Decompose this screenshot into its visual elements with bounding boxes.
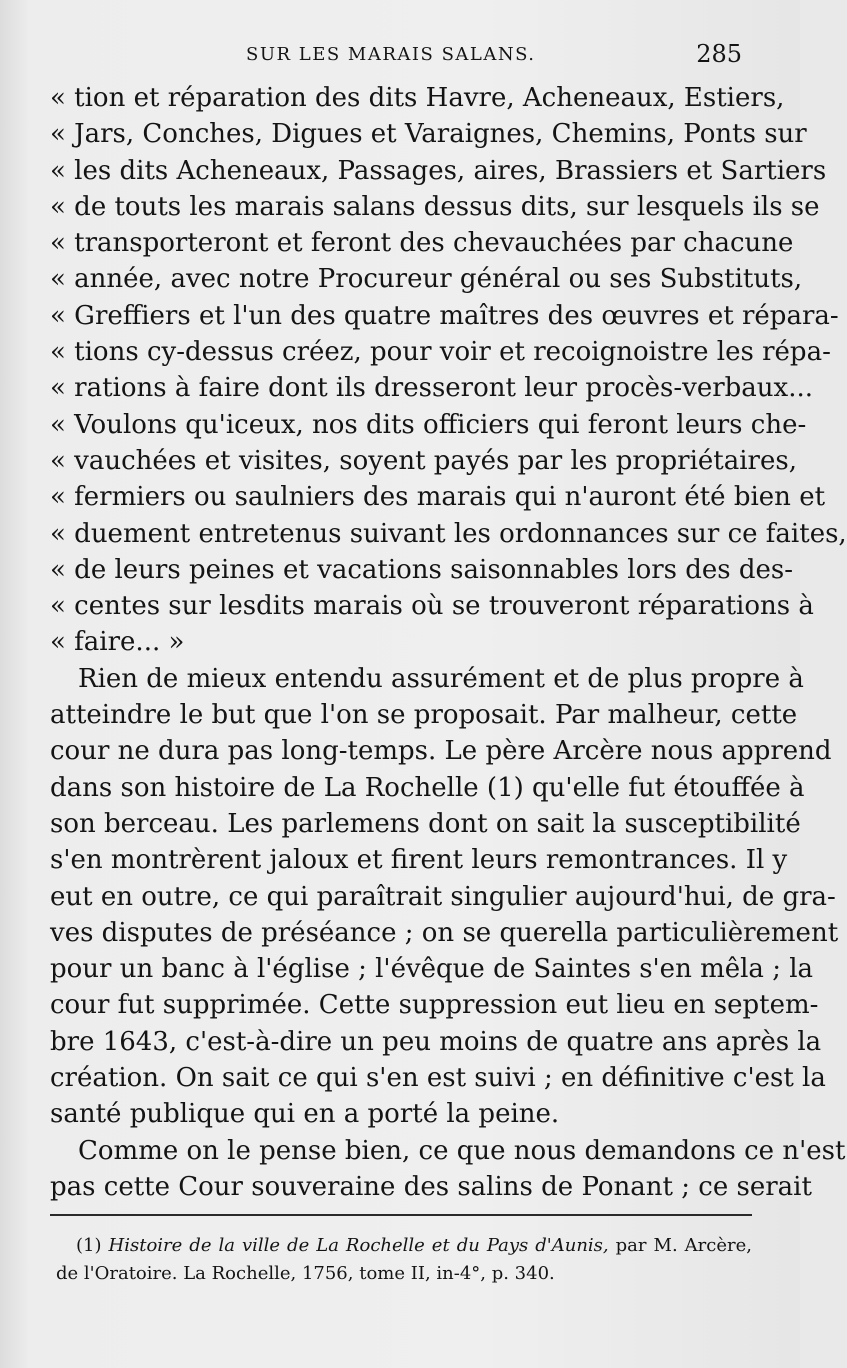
text-line: « tion et réparation des dits Havre, Acheneaux, Estiers, (50, 83, 785, 113)
text-line: « de leurs peines et vacations saisonnables lors des des- (50, 554, 794, 585)
text-line: s'en montrèrent jaloux et firent leurs remontrances. Il y (50, 845, 788, 876)
page-number: 285 (696, 40, 742, 68)
text-line: « rations à faire dont ils dresseront leur procès-verbaux... (50, 373, 814, 404)
text-line: « duement entretenus suivant les ordonnances sur ce faites, (50, 518, 847, 549)
running-head: SUR LES MARAIS SALANS. (246, 44, 536, 65)
footnote-rule (50, 1214, 752, 1216)
text-line: « vauchées et visites, soyent payés par les propriétaires, (50, 445, 797, 476)
text-line: atteindre le but que l'on se proposait. Par malheur, cette (50, 700, 798, 731)
text-line: cour fut supprimée. Cette suppression eut lieu en septem- (50, 990, 819, 1021)
text-line: « tions cy-dessus créez, pour voir et recoignoistre les répa- (50, 337, 831, 368)
text-line: « faire... » (50, 627, 185, 658)
text-line: « transporteront et feront des chevauchées par chacune (50, 228, 794, 259)
text-line: « Greffiers et l'un des quatre maîtres des œuvres et répara- (50, 300, 839, 331)
footnote-cited-title: Histoire de la ville de La Rochelle et du Pays d'Aunis, (108, 1235, 609, 1256)
text-line: « centes sur lesdits marais où se trouveront réparations à (50, 591, 814, 622)
text-line: ves disputes de préséance ; on se querella particulièrement (50, 917, 839, 948)
text-line: son berceau. Les parlemens dont on sait la susceptibilité (50, 808, 801, 839)
page-header (0, 40, 800, 74)
footnote (56, 1232, 752, 1288)
text-line: création. On sait ce qui s'en est suivi ; en définitive c'est la (50, 1063, 826, 1094)
footnote-line: de l'Oratoire. La Rochelle, 1756, tome II, in-4°, p. 340. (56, 1263, 555, 1284)
footnote-marker: (1) (76, 1235, 102, 1256)
text-line: « Jars, Conches, Digues et Varaignes, Chemins, Ponts sur (50, 119, 807, 150)
text-line: eut en outre, ce qui paraîtrait singulier aujourd'hui, de gra- (50, 881, 836, 912)
text-line: « de touts les marais salans dessus dits, sur lesquels ils se (50, 191, 820, 222)
text-line: « année, avec notre Procureur général ou ses Substituts, (50, 264, 803, 295)
text-line: « Voulons qu'iceux, nos dits officiers qui feront leurs che- (50, 409, 807, 440)
text-line: pas cette Cour souveraine des salins de Ponant ; ce serait (50, 1171, 812, 1202)
text-line: santé publique qui en a porté la peine. (50, 1099, 560, 1130)
footnote-author: par M. Arcère, (615, 1235, 752, 1256)
paragraph-first-line: Comme on le pense bien, ce que nous demandons ce n'est (78, 1135, 846, 1166)
text-line: dans son histoire de La Rochelle (1) qu'elle fut étouffée à (50, 772, 805, 803)
text-line: « fermiers ou saulniers des marais qui n'auront été bien et (50, 482, 826, 513)
text-line: cour ne dura pas long-temps. Le père Arcère nous apprend (50, 736, 832, 767)
footnote-line (56, 1232, 752, 1260)
text-line: bre 1643, c'est-à-dire un peu moins de quatre ans après la (50, 1026, 822, 1057)
body-text (50, 80, 847, 1205)
paragraph-first-line: Rien de mieux entendu assurément et de plus propre à (78, 663, 804, 694)
text-line: « les dits Acheneaux, Passages, aires, Brassiers et Sartiers (50, 155, 827, 186)
text-line: pour un banc à l'église ; l'évêque de Saintes s'en mêla ; la (50, 954, 814, 985)
